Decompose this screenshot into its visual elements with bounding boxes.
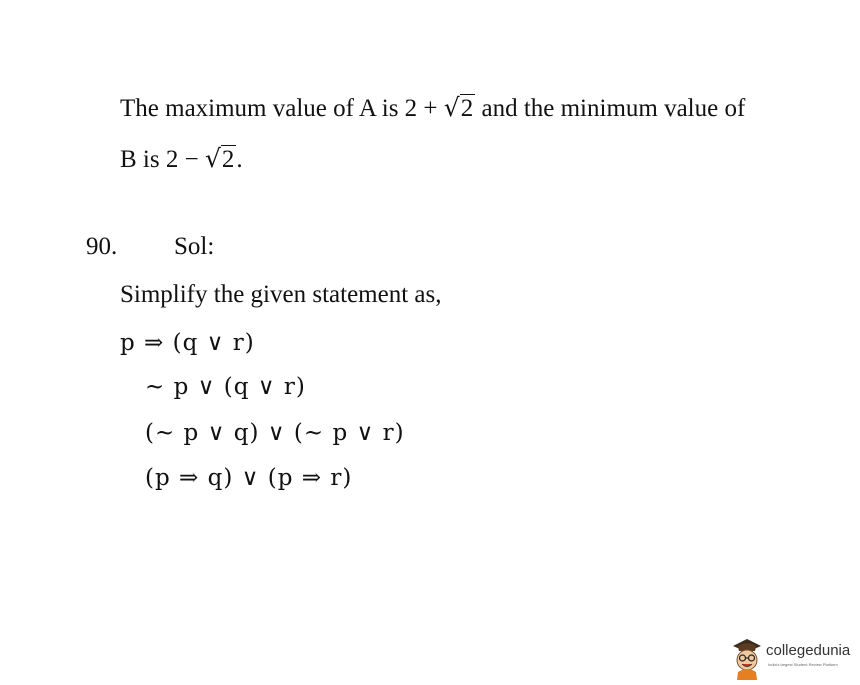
student-mascot-icon <box>730 636 764 680</box>
logo-tagline: India's largest Student Review Platform <box>768 662 838 667</box>
text-segment: B is 2 − <box>120 146 205 173</box>
sqrt-expression: √2 <box>204 144 235 173</box>
expression-line: (~ p ∨ q) ∨ (~ p ∨ r) <box>145 420 405 446</box>
radicand: 2 <box>460 95 474 122</box>
text-segment: The maximum value of A is 2 + <box>120 95 444 122</box>
solution-intro: Simplify the given statement as, <box>120 281 442 308</box>
solution-label: Sol: <box>174 233 215 260</box>
expression-line: (p ⇒ q) ∨ (p ⇒ r) <box>145 465 353 491</box>
radicand: 2 <box>221 146 235 173</box>
text-segment: . <box>236 146 243 173</box>
sqrt-expression: √2 <box>443 93 474 122</box>
collegedunia-logo <box>730 636 856 680</box>
answer-line-max <box>120 92 745 125</box>
expression-line: p ⇒ (q ∨ r) <box>120 330 255 356</box>
answer-line-min <box>120 143 243 176</box>
text-segment: and the minimum value of <box>475 95 746 122</box>
expression-line: ~ p ∨ (q ∨ r) <box>145 374 306 400</box>
question-number: 90. <box>86 233 118 260</box>
logo-wordmark: collegedunia <box>766 642 851 659</box>
